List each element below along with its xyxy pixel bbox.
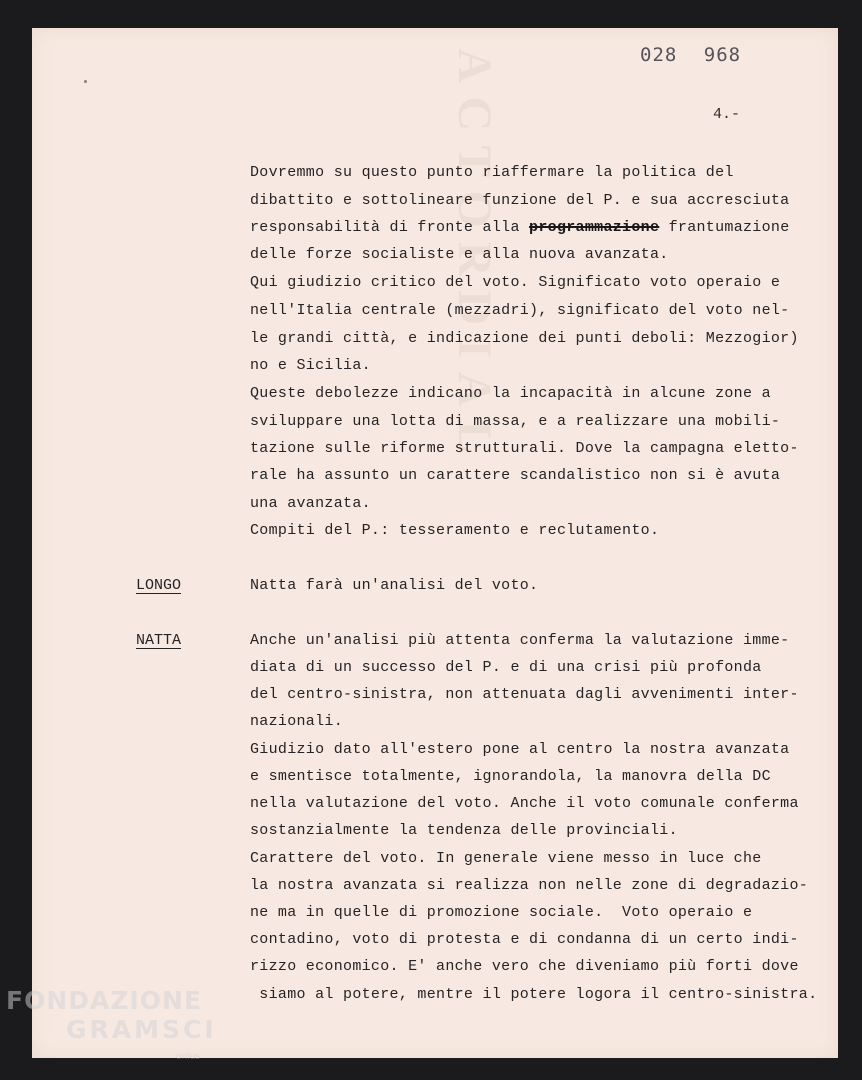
text-line: tazione sulle riforme strutturali. Dove la campagna eletto- [250,440,799,457]
text-line: Natta farà un'analisi del voto. [250,577,539,594]
text-line: le grandi città, e indicazione dei punti deboli: Mezzogior) [250,330,799,347]
text-line: Qui giudizio critico del voto. Significato voto operaio e [250,274,781,291]
text-line: nella valutazione del voto. Anche il voto comunale conferma [250,795,799,812]
text-line: contadino, voto di protesta e di condanna di un certo indi- [250,931,799,948]
struck-out-word: programmazione [529,219,660,236]
text-line: siamo al potere, mentre il potere logora il centro-sinistra. [250,986,818,1003]
text-line: e smentisce totalmente, ignorandola, la manovra della DC [250,768,771,785]
text-line [250,219,790,236]
speaker-longo: LONGO [136,577,182,594]
text-segment: responsabilità di fronte alla [250,219,530,236]
text-line: dibattito e sottolineare funzione del P. e sua accresciuta [250,192,790,209]
text-line: nell'Italia centrale (mezzadri), significato del voto nel- [250,302,790,319]
text-line: ne ma in quelle di promozione sociale. Voto operaio e [250,904,753,921]
text-line: Dovremmo su questo punto riaffermare la politica del [250,164,734,181]
text-line: Anche un'analisi più attenta conferma la valutazione imme- [250,632,790,649]
watermark-line-3: onlus [176,1052,201,1062]
text-line: una avanzata. [250,495,371,512]
text-line: rale ha assunto un carattere scandalistico non si è avuta [250,467,781,484]
text-line: Carattere del voto. In generale viene messo in luce che [250,850,762,867]
text-line: Giudizio dato all'estero pone al centro la nostra avanzata [250,741,790,758]
fondazione-gramsci-watermark [6,988,217,1042]
text-line: diata di un successo del P. e di una crisi più profonda [250,659,762,676]
watermark-line-1: FONDAZIONE [6,986,203,1015]
paper-speck [84,80,87,83]
text-line: sostanzialmente la tendenza delle provinciali. [250,822,678,839]
archive-number: 028 968 [640,44,742,66]
text-line: delle forze socialiste e alla nuova avanzata. [250,246,669,263]
text-line: Compiti del P.: tesseramento e reclutamento. [250,522,660,539]
text-line: nazionali. [250,713,344,730]
speaker-natta: NATTA [136,632,182,649]
text-line: no e Sicilia. [250,357,371,374]
text-line: Queste debolezze indicano la incapacità in alcune zone a [250,385,771,402]
text-line: la nostra avanzata si realizza non nelle zone di degradazio- [250,877,809,894]
text-line: del centro-sinistra, non attenuata dagli avvenimenti inter- [250,686,799,703]
bleed-through-text: ACTORDIAL [448,48,501,467]
text-segment: frantumazione [668,219,790,236]
page-number: 4.- [713,106,741,123]
watermark-line-2: GRAMSCI [66,1015,217,1044]
text-line: sviluppare una lotta di massa, e a realizzare una mobili- [250,413,781,430]
text-line: rizzo economico. E' anche vero che diveniamo più forti dove [250,958,799,975]
